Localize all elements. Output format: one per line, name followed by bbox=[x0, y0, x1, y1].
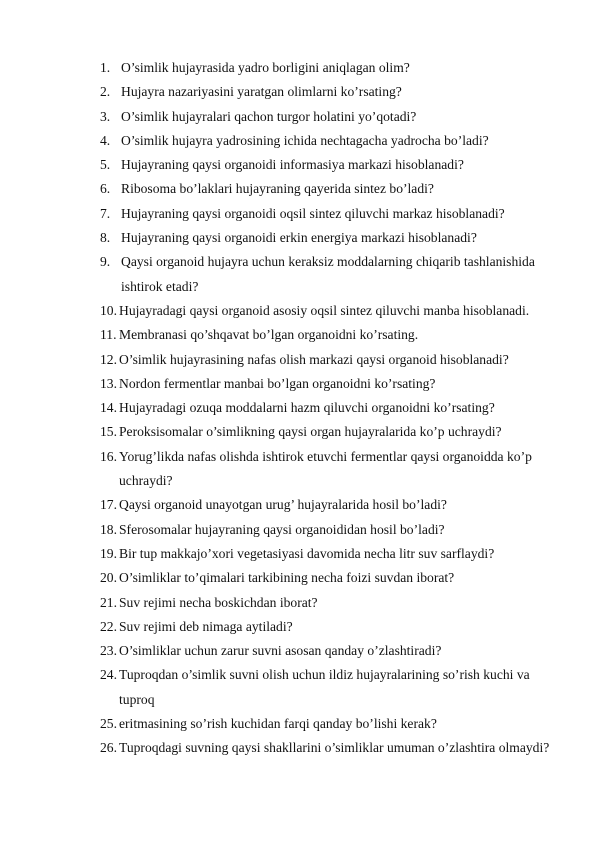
question-text: Sferosomalar hujayraning qaysi organoididan hosil bo’ladi? bbox=[119, 521, 445, 537]
question-text: Tuproqdagi suvning qaysi shakllarini o’simliklar umuman o’zlashtira olmaydi? bbox=[119, 740, 550, 756]
question-text: O’simlik hujayrasining nafas olish markazi qaysi organoid hisoblanadi? bbox=[119, 351, 509, 367]
question-text: Hujayraning qaysi organoidi erkin energiya markazi hisoblanadi? bbox=[121, 230, 477, 246]
question-number: 16. bbox=[100, 448, 117, 464]
question-item bbox=[0, 80, 596, 104]
question-item bbox=[0, 566, 596, 590]
question-item bbox=[0, 177, 596, 201]
question-number: 11. bbox=[100, 327, 117, 343]
question-number: 7. bbox=[100, 205, 111, 221]
question-number: 4. bbox=[100, 132, 111, 148]
question-number: 13. bbox=[100, 375, 117, 391]
question-number: 3. bbox=[100, 108, 111, 124]
question-number: 24. bbox=[100, 667, 117, 683]
question-number: 22. bbox=[100, 618, 117, 634]
question-item bbox=[0, 202, 596, 226]
question-text: Qaysi organoid hujayra uchun keraksiz moddalarning chiqarib tashlanishida ishtirok etadi? bbox=[121, 254, 535, 294]
question-number: 21. bbox=[100, 594, 117, 610]
question-number: 6. bbox=[100, 181, 111, 197]
question-item bbox=[0, 299, 596, 323]
question-item bbox=[0, 736, 596, 760]
question-item bbox=[0, 105, 596, 129]
question-text: O’simlik hujayralari qachon turgor holatini yo’qotadi? bbox=[121, 108, 417, 124]
question-item bbox=[0, 712, 596, 736]
question-number: 1. bbox=[100, 60, 111, 75]
question-item bbox=[0, 493, 596, 517]
question-item bbox=[0, 663, 596, 712]
question-number: 19. bbox=[100, 545, 117, 561]
question-text: Ribosoma bo’laklari hujayraning qayerida sintez bo’ladi? bbox=[121, 181, 434, 197]
question-text: Suv rejimi necha boskichdan iborat? bbox=[119, 594, 318, 610]
question-text: O’simliklar to’qimalari tarkibining necha foizi suvdan iborat? bbox=[119, 570, 455, 586]
question-number: 17. bbox=[100, 497, 117, 513]
question-text: Peroksisomalar o’simlikning qaysi organ hujayralarida ko’p uchraydi? bbox=[119, 424, 502, 440]
question-item bbox=[0, 615, 596, 639]
question-item bbox=[0, 542, 596, 566]
question-item bbox=[0, 372, 596, 396]
question-text: Bir tup makkajo’xori vegetasiyasi davomida necha litr suv sarflaydi? bbox=[119, 545, 495, 561]
question-item bbox=[0, 420, 596, 444]
question-text: Hujayraning qaysi organoidi informasiya markazi hisoblanadi? bbox=[121, 157, 464, 173]
question-item bbox=[0, 445, 596, 494]
question-text: O’simliklar uchun zarur suvni asosan qanday o’zlashtiradi? bbox=[119, 643, 442, 659]
question-item bbox=[0, 591, 596, 615]
question-number: 15. bbox=[100, 424, 117, 440]
question-item bbox=[0, 348, 596, 372]
question-item bbox=[0, 396, 596, 420]
question-text: eritmasining so’rish kuchidan farqi qanday bo’lishi kerak? bbox=[119, 716, 437, 732]
question-number: 8. bbox=[100, 230, 111, 246]
question-number: 12. bbox=[100, 351, 117, 367]
question-text: Qaysi organoid unayotgan urug’ hujayralarida hosil bo’ladi? bbox=[119, 497, 447, 513]
question-text: Hujayradagi ozuqa moddalarni hazm qiluvchi organoidni ko’rsating? bbox=[119, 400, 495, 416]
question-text: Membranasi qo’shqavat bo’lgan organoidni ko’rsating. bbox=[119, 327, 419, 343]
question-text: Yorug’likda nafas olishda ishtirok etuvchi fermentlar qaysi organoidda ko’p uchraydi? bbox=[119, 448, 532, 489]
question-item bbox=[0, 250, 596, 299]
question-item bbox=[0, 518, 596, 542]
question-text: Hujayradagi qaysi organoid asosiy oqsil sintez qiluvchi manba hisoblanadi. bbox=[119, 302, 530, 318]
question-number: 18. bbox=[100, 521, 117, 537]
question-text: Hujayraning qaysi organoidi oqsil sintez qiluvchi markaz hisoblanadi? bbox=[121, 205, 505, 221]
question-number: 10. bbox=[100, 302, 117, 318]
question-item bbox=[0, 323, 596, 347]
question-item bbox=[0, 129, 596, 153]
question-number: 25. bbox=[100, 716, 117, 732]
question-item bbox=[0, 153, 596, 177]
question-item bbox=[0, 226, 596, 250]
question-text: O’simlik hujayrasida yadro borligini aniqlagan olim? bbox=[121, 60, 410, 75]
question-number: 14. bbox=[100, 400, 117, 416]
question-number: 20. bbox=[100, 570, 117, 586]
question-number: 26. bbox=[100, 740, 117, 756]
question-item bbox=[0, 639, 596, 663]
question-text: Tuproqdan o’simlik suvni olish uchun ildiz hujayralarining so’rish kuchi va tuproq bbox=[119, 667, 530, 707]
question-number: 2. bbox=[100, 84, 111, 100]
question-text: Hujayra nazariyasini yaratgan olimlarni ko’rsating? bbox=[121, 84, 402, 100]
question-number: 23. bbox=[100, 643, 117, 659]
question-text: Suv rejimi deb nimaga aytiladi? bbox=[119, 618, 293, 634]
question-text: O’simlik hujayra yadrosining ichida nechtagacha yadrocha bo’ladi? bbox=[121, 132, 489, 148]
question-list bbox=[0, 56, 596, 761]
question-text: Nordon fermentlar manbai bo’lgan organoidni ko’rsating? bbox=[119, 375, 436, 391]
question-number: 9. bbox=[100, 254, 111, 270]
question-number: 5. bbox=[100, 157, 111, 173]
question-item bbox=[0, 56, 596, 80]
